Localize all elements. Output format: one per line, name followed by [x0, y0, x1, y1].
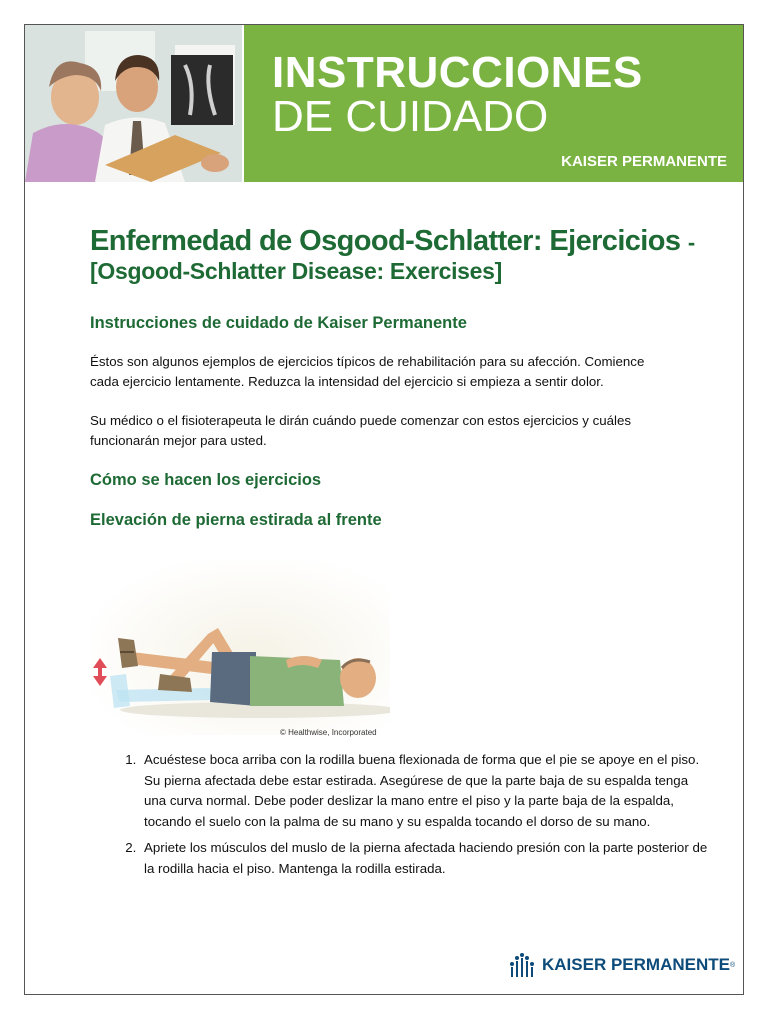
header-banner [25, 25, 743, 182]
banner-subtitle: DE CUIDADO [272, 92, 549, 141]
section-heading: Instrucciones de cuidado de Kaiser Permanente [90, 314, 467, 332]
step-item: 2. Apriete los músculos del muslo de la pierna afectada haciendo presión con la parte posterior de la rodilla hacia el piso. Mantenga la rodilla estirada. [140, 838, 710, 879]
title-english: [Osgood-Schlatter Disease: Exercises] [90, 258, 503, 285]
title-dash: - [687, 230, 695, 255]
footer-logo [508, 952, 735, 978]
how-heading: Cómo se hacen los ejercicios [90, 471, 322, 489]
registered-mark: ® [729, 961, 736, 969]
banner-photo [25, 25, 242, 182]
exercise-steps [110, 750, 710, 885]
step-item: 1. Acuéstese boca arriba con la rodilla buena flexionada de forma que el pie se apoye en el piso. Su pierna afectada debe estar estirada. Asegúrese de que la parte baja de su espalda tenga una curva normal. Debe poder deslizar la mano entre el piso y la parte baja de la espalda, tocando el suelo con la palma de su mano y su espalda tocando el dorso de su mano. [140, 750, 710, 832]
banner-title: INSTRUCCIONES [272, 48, 643, 97]
figure-credit: © Healthwise, Incorporated [280, 728, 377, 737]
advice-paragraph: Su médico o el fisioterapeuta le dirán cuándo puede comenzar con estos ejercicios y cuáles funcionarán mejor para usted. [90, 413, 632, 448]
exercise-heading: Elevación de pierna estirada al frente [90, 511, 382, 529]
leg-raise-illustration [90, 560, 390, 735]
exercise-illustration [90, 560, 390, 735]
title-spanish: Enfermedad de Osgood-Schlatter: Ejercicios [90, 225, 681, 257]
doctor-patient-photo [25, 25, 242, 182]
kaiser-logo-icon [508, 952, 536, 978]
banner-brand: KAISER PERMANENTE [561, 153, 727, 170]
banner-title-area [244, 25, 743, 182]
intro-paragraph: Éstos son algunos ejemplos de ejercicios típicos de rehabilitación para su afección. Comience cada ejercicio lentamente. Reduzca la intensidad del ejercicio si empieza a sentir dolor. [90, 354, 645, 389]
footer-brand: KAISER PERMANENTE [542, 955, 730, 974]
document-title [90, 224, 710, 285]
